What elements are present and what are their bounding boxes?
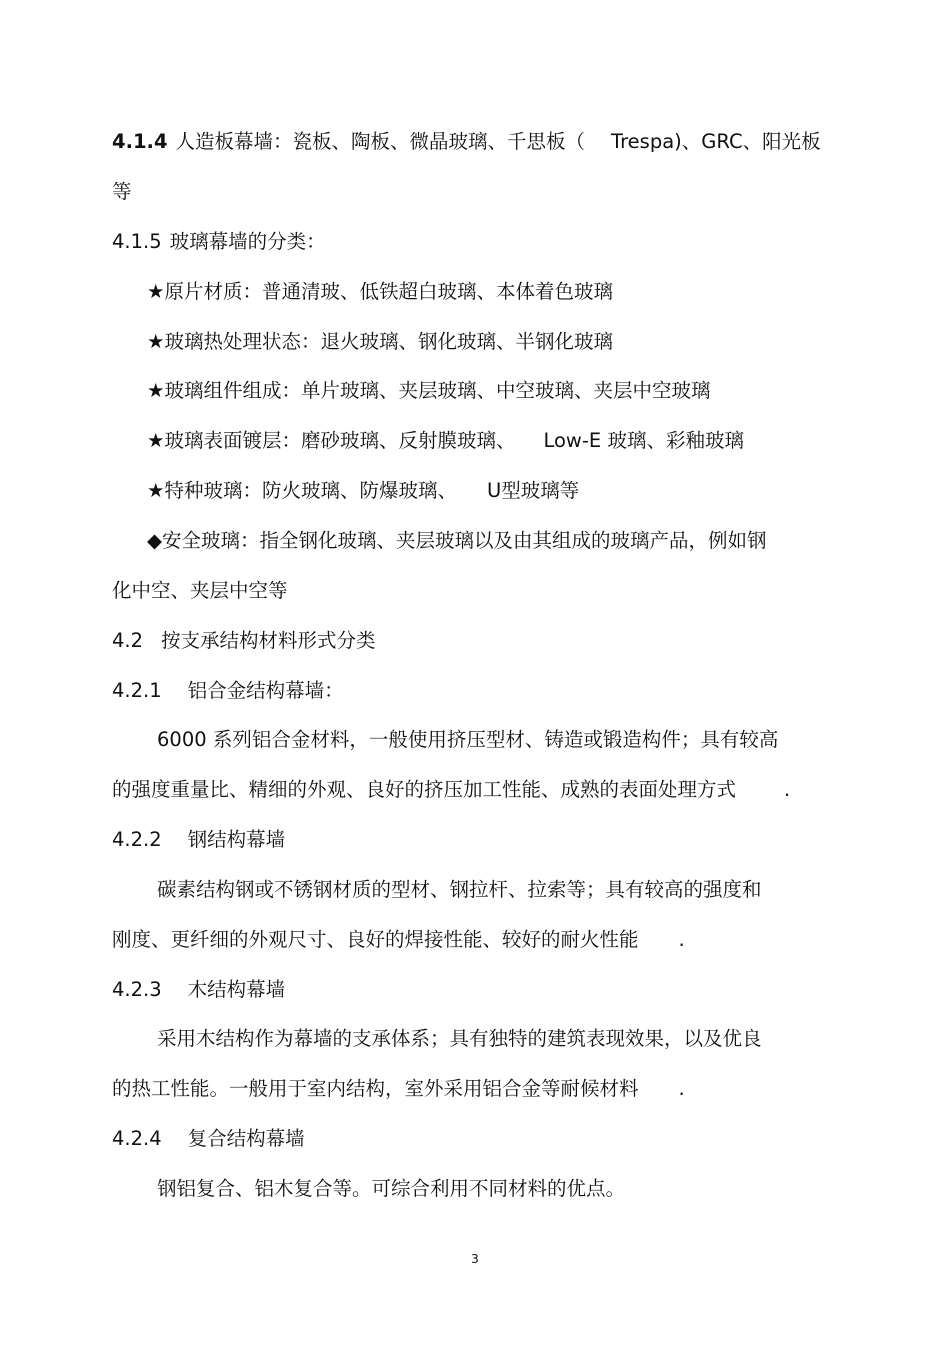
line-continuation: 等 <box>112 180 132 203</box>
section-number: 4.2.3 <box>112 978 162 1001</box>
section-title: 钢结构幕墙 <box>187 828 286 851</box>
line-text: ★玻璃表面镀层：磨砂玻璃、反射膜玻璃、 <box>147 429 516 452</box>
paragraph-line <box>112 1076 685 1102</box>
line-continuation: 化中空、夹层中空等 <box>112 579 288 602</box>
line-text: Trespa)、GRC、阳光板 <box>611 130 821 153</box>
section-title: 木结构幕墙 <box>187 978 286 1001</box>
line-text: 的热工性能。一般用于室内结构，室外采用铝合金等耐候材料 <box>112 1077 639 1100</box>
paragraph-line <box>112 927 685 953</box>
line-text: 的强度重量比、精细的外观、良好的挤压加工性能、成熟的表面处理方式 <box>112 778 737 801</box>
line-4-2-4 <box>112 1126 305 1152</box>
line-4-2-1 <box>112 678 344 704</box>
line-4-2-2 <box>112 827 285 853</box>
section-number: 4.2.1 <box>112 679 162 702</box>
section-title: 玻璃幕墙的分类： <box>169 230 326 253</box>
list-item <box>147 428 744 454</box>
list-item: ★玻璃热处理状态：退火玻璃、钢化玻璃、半钢化玻璃 <box>147 330 613 353</box>
line-4-2 <box>112 628 376 654</box>
list-item: ◆安全玻璃：指全钢化玻璃、夹层玻璃以及由其组成的玻璃产品，例如钢 <box>147 529 767 552</box>
line-text: ★特种玻璃：防火玻璃、防爆玻璃、 <box>147 479 457 502</box>
line-4-2-3 <box>112 977 285 1003</box>
section-number: 4.2 <box>112 629 144 652</box>
section-title: 复合结构幕墙 <box>187 1127 305 1150</box>
line-text: . <box>784 778 791 801</box>
list-item <box>147 478 579 504</box>
line-text: . <box>678 1077 685 1100</box>
list-item: ★原片材质：普通清玻、低铁超白玻璃、本体着色玻璃 <box>147 280 613 303</box>
paragraph-line: 钢铝复合、铝木复合等。可综合利用不同材料的优点。 <box>157 1177 626 1200</box>
section-number: 4.1.5 <box>112 230 162 253</box>
line-text: . <box>678 928 685 951</box>
paragraph-line <box>112 777 790 803</box>
list-item: ★玻璃组件组成：单片玻璃、夹层玻璃、中空玻璃、夹层中空玻璃 <box>147 379 711 402</box>
section-number: 4.2.4 <box>112 1127 162 1150</box>
section-title: 按支承结构材料形式分类 <box>161 629 376 652</box>
line-4-1-5 <box>112 229 326 255</box>
paragraph-line: 采用木结构作为幕墙的支承体系；具有独特的建筑表现效果，以及优良 <box>157 1027 762 1050</box>
section-number: 4.1.4 <box>112 130 168 153</box>
paragraph-line: 碳素结构钢或不锈钢材质的型材、钢拉杆、拉索等；具有较高的强度和 <box>157 878 762 901</box>
line-text: U型玻璃等 <box>486 479 580 502</box>
line-text: 刚度、更纤细的外观尺寸、良好的焊接性能、较好的耐火性能 <box>112 928 639 951</box>
line-4-1-4 <box>112 129 821 155</box>
section-title: 铝合金结构幕墙： <box>187 679 344 702</box>
line-text: 人造板幕墙：瓷板、陶板、微晶玻璃、千思板（ <box>175 130 586 153</box>
paragraph-line: 6000 系列铝合金材料，一般使用挤压型材、铸造或锻造构件；具有较高 <box>157 728 779 751</box>
section-number: 4.2.2 <box>112 828 162 851</box>
page-number: 3 <box>471 1252 479 1266</box>
line-text: Low-E 玻璃、彩釉玻璃 <box>543 429 744 452</box>
